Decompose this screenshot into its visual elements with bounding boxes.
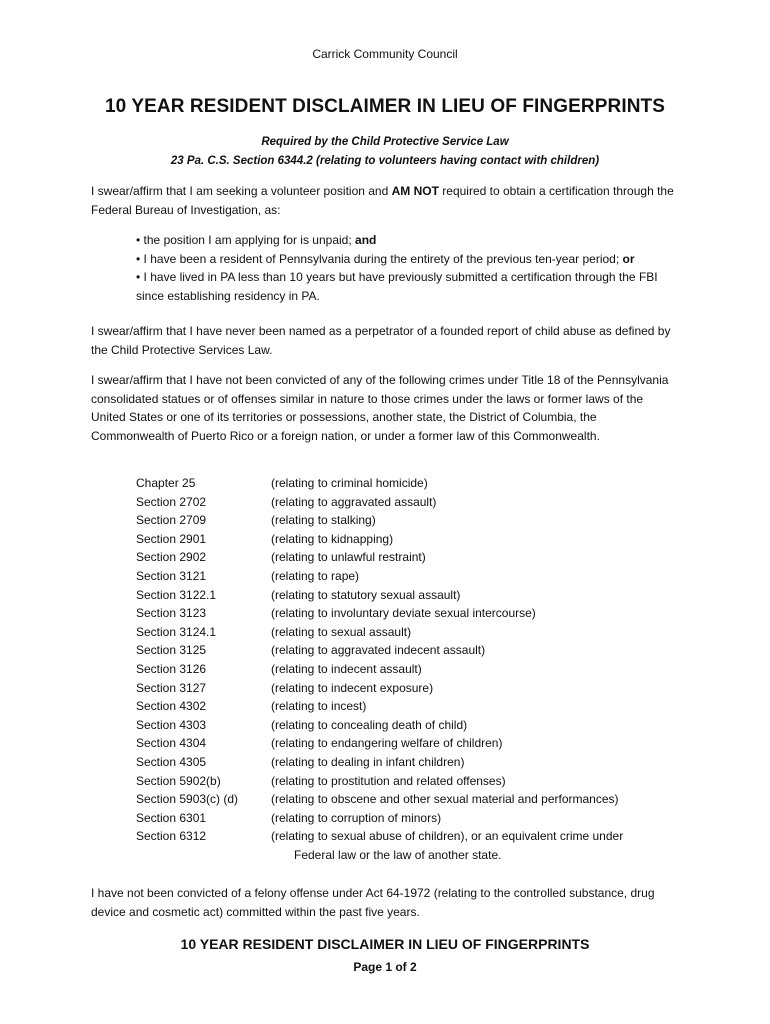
crime-section: Section 2902 [136, 550, 207, 565]
crime-row [136, 586, 696, 605]
crime-description: (relating to endangering welfare of children) [271, 736, 503, 751]
child-abuse-statement: I swear/affirm that I have never been named as a perpetrator of a founded report of child abuse as defined by the Child Protective Services Law. [91, 324, 671, 357]
bullet-icon: • [136, 233, 141, 247]
volunteer-statement-pre: I swear/affirm that I am seeking a volunteer position and [91, 184, 392, 198]
crime-row [136, 772, 696, 791]
crime-row [136, 548, 696, 567]
crime-row [136, 604, 696, 623]
crime-row [136, 623, 696, 642]
crime-description: (relating to prostitution and related offenses) [271, 773, 506, 788]
crime-row [136, 679, 696, 698]
crime-section: Section 4302 [136, 699, 207, 714]
volunteer-statement [91, 182, 681, 219]
crime-description: (relating to statutory sexual assault) [271, 587, 461, 602]
crime-section: Section 6301 [136, 810, 207, 825]
condition-item [136, 231, 681, 250]
crime-description: (relating to corruption of minors) [271, 810, 442, 825]
crime-row [136, 511, 696, 530]
crime-row [136, 660, 696, 679]
crime-section: Section 3124.1 [136, 624, 217, 639]
crime-row [136, 790, 696, 809]
condition-item [136, 250, 681, 269]
condition-conjunction: or [622, 251, 635, 266]
crime-section: Section 3125 [136, 643, 207, 658]
crime-row [136, 567, 696, 586]
crime-description: (relating to obscene and other sexual material and performances) [271, 792, 619, 807]
requirement-line-1: Required by the Child Protective Service Law [261, 136, 509, 148]
crime-description: (relating to sexual assault) [271, 624, 412, 639]
crime-description: (relating to stalking) [271, 513, 376, 528]
condition-conjunction: and [355, 233, 377, 247]
crime-row [136, 809, 696, 828]
condition-text: I have been a resident of Pennsylvania during the entirety of the previous ten-year period; [143, 251, 623, 266]
condition-text: I have lived in PA less than 10 years but have previously submitted a certification through the FBI since establishing residency in PA. [136, 270, 658, 303]
condition-text: the position I am applying for is unpaid; [143, 233, 356, 247]
crime-description: (relating to indecent exposure) [271, 680, 434, 695]
crime-row [136, 641, 696, 660]
crime-section: Section 4303 [136, 717, 207, 732]
crime-section: Section 6312 [136, 829, 207, 844]
crime-section: Section 4305 [136, 754, 207, 769]
crimes-list [136, 474, 696, 864]
crime-description: (relating to concealing death of child) [271, 717, 468, 732]
condition-item [136, 268, 681, 305]
crime-description: (relating to involuntary deviate sexual intercourse) [271, 606, 536, 621]
footer-title: 10 YEAR RESIDENT DISCLAIMER IN LIEU OF FINGERPRINTS [180, 936, 590, 952]
requirement-line-2: 23 Pa. C.S. Section 6344.2 (relating to volunteers having contact with children) [170, 155, 600, 167]
document-title: 10 YEAR RESIDENT DISCLAIMER IN LIEU OF FINGERPRINTS [104, 96, 666, 117]
crime-section: Section 3121 [136, 568, 207, 583]
crime-row [136, 734, 696, 753]
crime-section: Section 3127 [136, 680, 207, 695]
crime-description: (relating to kidnapping) [271, 531, 394, 546]
crime-description: (relating to criminal homicide) [271, 476, 428, 490]
crime-row [136, 493, 696, 512]
crime-description: (relating to aggravated assault) [271, 494, 437, 509]
volunteer-statement-bold: AM NOT [391, 184, 439, 198]
crime-section: Section 5902(b) [136, 773, 221, 788]
crime-section: Section 5903(c) (d) [136, 792, 239, 807]
crime-row [136, 474, 696, 493]
crime-continuation: Federal law or the law of another state. [294, 847, 502, 862]
crime-section: Section 4304 [136, 736, 207, 751]
crime-description: (relating to rape) [271, 568, 360, 583]
crime-section: Section 2709 [136, 513, 207, 528]
crime-section: Section 2901 [136, 531, 207, 546]
crime-row [136, 827, 696, 846]
crimes-statement: I swear/affirm that I have not been convicted of any of the following crimes under Title 18 of the Pennsylvania consolidated statues or of offenses similar in nature to those crimes under the laws or former laws of the United States or one of its territories or possessions, another state, the District of Columbia, the Commonwealth of Puerto Rico or a foreign nation, or under a former law of this Commonwealth. [91, 373, 669, 443]
crime-section: Section 2702 [136, 494, 207, 509]
crime-description: (relating to sexual abuse of children), or an equivalent crime under [271, 829, 624, 844]
crime-description: (relating to incest) [271, 699, 367, 714]
felony-statement: I have not been convicted of a felony offense under Act 64-1972 (relating to the controlled substance, drug device and cosmetic act) committed within the past five years. [91, 886, 655, 919]
crime-section: Chapter 25 [136, 476, 196, 490]
crime-section: Section 3122.1 [136, 587, 217, 602]
bullet-icon: • [136, 270, 141, 285]
crime-description: (relating to unlawful restraint) [271, 550, 426, 565]
volunteer-statement-post: required to obtain a certification through the Federal Bureau of Investigation, as: [91, 184, 674, 217]
crime-section: Section 3126 [136, 661, 207, 676]
crime-row [136, 716, 696, 735]
crime-row [136, 753, 696, 772]
condition-list [136, 231, 681, 305]
page-number: Page 1 of 2 [353, 960, 417, 974]
organization-name: Carrick Community Council [312, 47, 458, 61]
crime-description: (relating to dealing in infant children) [271, 754, 465, 769]
crime-description: (relating to indecent assault) [271, 661, 422, 676]
crime-row [136, 697, 696, 716]
crime-row [136, 530, 696, 549]
crime-description: (relating to aggravated indecent assault) [271, 643, 486, 658]
bullet-icon: • [136, 251, 141, 266]
crime-section: Section 3123 [136, 606, 207, 621]
